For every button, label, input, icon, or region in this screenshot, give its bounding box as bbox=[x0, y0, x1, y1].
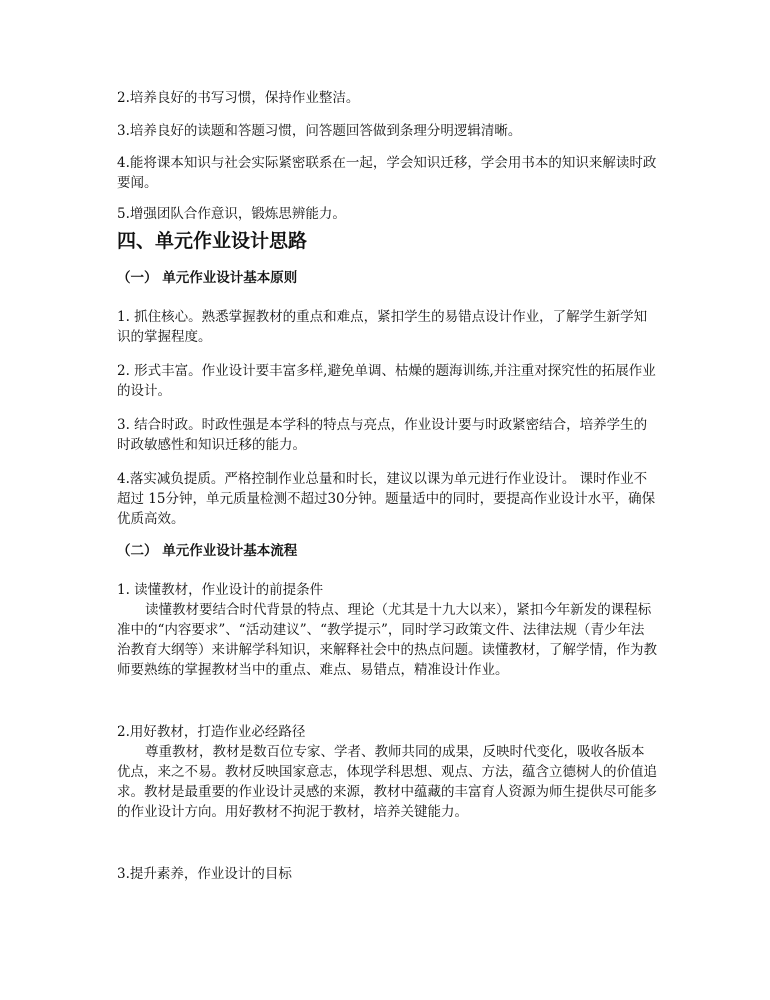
process-step-1 bbox=[117, 580, 657, 680]
intro-item-3: 3.培养良好的读题和答题习惯，问答题回答做到条理分明逻辑清晰。 bbox=[117, 123, 522, 139]
intro-item-2: 2.培养良好的书写习惯，保持作业整洁。 bbox=[117, 90, 360, 106]
process-step-body: 尊重教材，教材是数百位专家、学者、教师共同的成果，反映时代变化，吸收各版本优点，来之不易。教材反映国家意志，体现学科思想、观点、方法，蕴含立德树人的价值追求。教材是最重要的作业设计灵感的来源，教材中蕴藏的丰富育人资源为师生提供尽可能多的作业设计方向。用好教材不拘泥于教材，培养关键能力。 bbox=[117, 744, 657, 820]
principle-item-4: 4.落实减负提质。严格控制作业总量和时长，建议以课为单元进行作业设计。 课时作业不超过 15分钟，单元质量检测不超过30分钟。题量适中的同时，要提高作业设计水平，确保优质高效。 bbox=[117, 471, 656, 527]
process-step-2 bbox=[117, 722, 657, 822]
intro-item-5: 5.增强团队合作意识，锻炼思辨能力。 bbox=[117, 206, 346, 222]
principle-item-3: 3. 结合时政。时政性强是本学科的特点与亮点，作业设计要与时政紧密结合，培养学生的时政敏感性和知识迁移的能力。 bbox=[117, 417, 648, 453]
section-heading-4: 四、单元作业设计思路 bbox=[117, 230, 308, 252]
process-step-heading: 3.提升素养，作业设计的目标 bbox=[117, 866, 292, 882]
process-step-body: 读懂教材要结合时代背景的特点、理论（尤其是十九大以来），紧扣今年新发的课程标准中的“内容要求”、“活动建议”、“教学提示”，同时学习政策文件、法律法规（青少年法治教育大纲等）来讲解学科知识，来解释社会中的热点问题。读懂教材，了解学情，作为教师要熟练的掌握教材当中的重点、难点、易错点，精准设计作业。 bbox=[117, 602, 657, 678]
process-step-heading: 1. 读懂教材，作业设计的前提条件 bbox=[117, 582, 324, 598]
principle-item-1: 1. 抓住核心。熟悉掌握教材的重点和难点，紧扣学生的易错点设计作业，了解学生新学知识的掌握程度。 bbox=[117, 309, 648, 345]
process-step-3 bbox=[117, 864, 657, 884]
process-step-heading: 2.用好教材，打造作业必经路径 bbox=[117, 724, 306, 740]
intro-item-4: 4.能将课本知识与社会实际紧密联系在一起，学会知识迁移，学会用书本的知识来解读时政要闻。 bbox=[117, 155, 657, 191]
subsection-heading-2: （二） 单元作业设计基本流程 bbox=[117, 543, 298, 559]
subsection-heading-1: （一） 单元作业设计基本原则 bbox=[117, 270, 298, 286]
principle-item-2: 2. 形式丰富。作业设计要丰富多样,避免单调、枯燥的题海训练,并注重对探究性的拓展作业的设计。 bbox=[117, 363, 656, 399]
